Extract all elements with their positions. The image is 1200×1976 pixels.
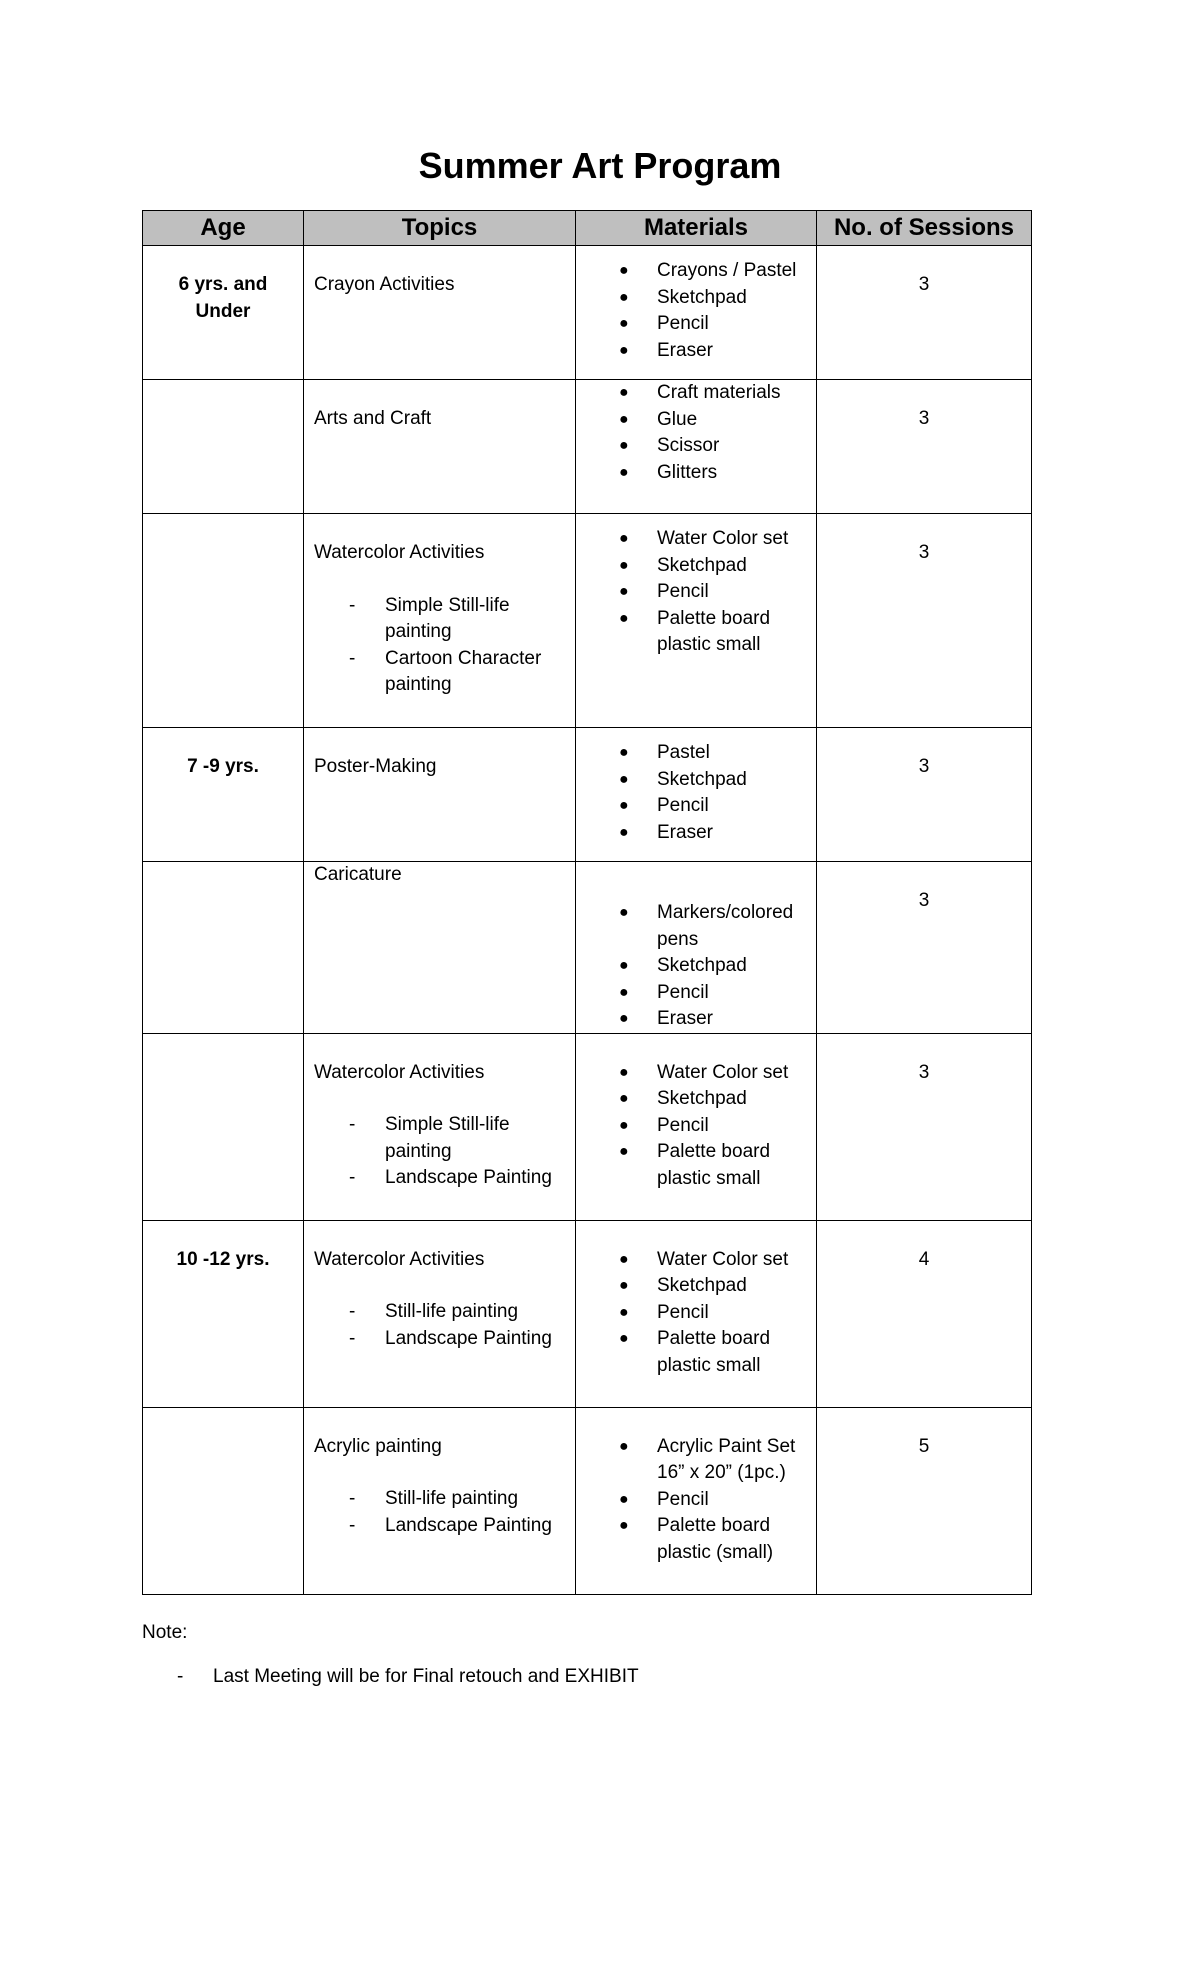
topic-name: Watercolor Activities: [314, 542, 485, 563]
material-item: ● Glitters: [576, 460, 812, 487]
topic-name: Arts and Craft: [314, 408, 432, 429]
bullet-icon: ●: [619, 262, 629, 279]
bullet-icon: ●: [619, 384, 629, 401]
bullet-icon: ●: [619, 437, 629, 454]
material-item: ● Pencil: [576, 980, 812, 1007]
bullet-icon: ●: [619, 315, 629, 332]
sessions-cell: 3: [817, 380, 1032, 514]
subtopic-list: [314, 593, 567, 699]
note-text: Last Meeting will be for Final retouch and EXHIBIT: [213, 1666, 639, 1687]
materials-list: [576, 1434, 812, 1567]
bullet-icon: ●: [619, 904, 629, 921]
materials-cell: [576, 380, 817, 514]
table-row: [143, 1033, 1032, 1220]
bullet-icon: ●: [619, 957, 629, 974]
bullet-icon: ●: [619, 744, 629, 761]
material-item: ● Eraser: [576, 1006, 812, 1033]
subtopic-item: - Cartoon Character painting: [349, 647, 542, 695]
topic-name: Watercolor Activities: [314, 1248, 485, 1270]
bullet-icon: ●: [619, 1277, 629, 1294]
materials-list: [576, 380, 812, 486]
bullet-icon: ●: [619, 583, 629, 600]
topic-cell: [304, 246, 576, 380]
material-item: ● Pencil: [576, 1113, 812, 1140]
subtopic-list: [314, 1299, 567, 1352]
material-item: ● Palette board plastic small: [619, 607, 771, 655]
topic-name: Acrylic painting: [314, 1435, 442, 1457]
material-item: ● Sketchpad: [576, 1273, 812, 1300]
age-cell: [143, 380, 304, 514]
material-item: ● Palette board plastic small: [619, 1328, 771, 1376]
bullet-icon: ●: [619, 463, 629, 481]
bullet-icon: ●: [619, 1010, 629, 1027]
material-item: ● Crayons / Pastel: [576, 258, 812, 285]
table-row: [143, 728, 1032, 862]
materials-list: [576, 740, 812, 846]
subtopic-item: - Landscape Painting: [349, 1327, 552, 1349]
material-item: ● Pencil: [576, 311, 812, 338]
material-item: ● Pencil: [576, 1300, 812, 1327]
material-item: ● Pencil: [576, 579, 812, 606]
bullet-icon: ●: [619, 1437, 629, 1455]
table-row: [143, 862, 1032, 1034]
bullet-icon: ●: [619, 556, 629, 574]
materials-cell: [576, 728, 817, 862]
materials-list: [576, 900, 812, 1033]
age-cell: [143, 514, 304, 728]
age-cell: [143, 1407, 304, 1594]
age-cell: [143, 862, 304, 1034]
topic-cell: [304, 380, 576, 514]
header-sessions: No. of Sessions: [817, 211, 1032, 246]
header-materials: Materials: [576, 211, 817, 246]
materials-cell: [576, 514, 817, 728]
bullet-icon: ●: [619, 410, 629, 428]
material-item: ● Pencil: [576, 793, 812, 820]
materials-cell: [576, 1033, 817, 1220]
page-title: Summer Art Program: [418, 145, 782, 186]
program-table: [142, 210, 1032, 1595]
age-cell: 7 -9 yrs.: [143, 728, 304, 862]
table-header-row: [143, 211, 1032, 246]
topic-cell: [304, 1407, 576, 1594]
subtopic-item: - Still-life painting: [349, 1301, 519, 1322]
bullet-icon: ●: [619, 1116, 629, 1134]
materials-list: [576, 526, 812, 659]
topic-name: Crayon Activities: [314, 274, 455, 295]
materials-cell: [576, 1407, 817, 1594]
topic-cell: [304, 1033, 576, 1220]
bullet-icon: ●: [619, 797, 629, 814]
material-item: ● Sketchpad: [576, 1086, 812, 1113]
bullet-icon: ●: [619, 288, 629, 306]
subtopic-list: [314, 1112, 567, 1192]
topic-cell: [304, 1220, 576, 1407]
material-item: ● Markers/colored pens: [619, 902, 794, 950]
sessions-cell: 3: [817, 514, 1032, 728]
materials-cell: [576, 1220, 817, 1407]
material-item: ● Eraser: [576, 338, 812, 365]
material-item: ● Sketchpad: [576, 285, 812, 312]
material-item: ● Glue: [576, 407, 812, 434]
sessions-cell: 3: [817, 1033, 1032, 1220]
header-age: Age: [143, 211, 304, 246]
header-topics: Topics: [304, 211, 576, 246]
material-item: ● Pencil: [576, 1487, 812, 1514]
bullet-icon: ●: [619, 1330, 629, 1347]
bullet-icon: ●: [619, 1303, 629, 1321]
material-item: ● Palette board plastic small: [619, 1141, 771, 1189]
materials-list: [576, 1060, 812, 1193]
topic-cell: [304, 728, 576, 862]
materials-cell: [576, 862, 817, 1034]
subtopic-item: - Still-life painting: [349, 1488, 519, 1509]
age-cell: 10 -12 yrs.: [143, 1220, 304, 1407]
topic-cell: [304, 514, 576, 728]
bullet-icon: ●: [619, 823, 629, 841]
bullet-icon: ●: [619, 1517, 629, 1534]
subtopic-item: - Landscape Painting: [349, 1167, 552, 1188]
bullet-icon: ●: [619, 609, 629, 627]
bullet-icon: ●: [619, 1143, 629, 1160]
bullet-icon: ●: [619, 1250, 629, 1268]
material-item: ● Water Color set: [576, 1060, 812, 1087]
table-row: [143, 1220, 1032, 1407]
topic-name: Poster-Making: [314, 756, 437, 777]
material-item: ● Sketchpad: [576, 953, 812, 980]
topic-name: Caricature: [314, 864, 402, 885]
bullet-icon: ●: [619, 530, 629, 547]
material-item: ● Scissor: [576, 433, 812, 460]
table-row: [143, 1407, 1032, 1594]
table-row: [143, 514, 1032, 728]
material-item: ● Sketchpad: [576, 553, 812, 580]
materials-list: [576, 258, 812, 364]
material-item: ● Eraser: [576, 820, 812, 847]
material-item: ● Water Color set: [576, 1247, 812, 1274]
material-item: ● Sketchpad: [576, 767, 812, 794]
bullet-icon: ●: [619, 983, 629, 1001]
topic-cell: [304, 862, 576, 1034]
material-item: ● Pastel: [576, 740, 812, 767]
table-row: [143, 246, 1032, 380]
bullet-icon: ●: [619, 1490, 629, 1508]
subtopic-item: - Simple Still-life painting: [349, 594, 510, 642]
sessions-cell: 4: [817, 1220, 1032, 1407]
material-item: ● Palette board plastic (small): [619, 1515, 774, 1563]
note-label: Note:: [142, 1622, 188, 1643]
subtopic-list: [314, 1486, 567, 1539]
material-item: ● Water Color set: [576, 526, 812, 553]
subtopic-item: - Landscape Painting: [349, 1514, 552, 1536]
subtopic-item: - Simple Still-life painting: [349, 1114, 510, 1162]
bullet-icon: ●: [619, 770, 629, 788]
bullet-icon: ●: [619, 1063, 629, 1081]
material-item: ● Acrylic Paint Set 16” x 20” (1pc.): [619, 1435, 796, 1483]
sessions-cell: 5: [817, 1407, 1032, 1594]
topic-name: Watercolor Activities: [314, 1061, 485, 1083]
material-item: ● Craft materials: [576, 380, 812, 407]
sessions-cell: 3: [817, 246, 1032, 380]
bullet-icon: ●: [619, 341, 629, 359]
table-row: [143, 380, 1032, 514]
age-cell: [143, 1033, 304, 1220]
materials-list: [576, 1247, 812, 1380]
sessions-cell: 3: [817, 862, 1032, 1034]
bullet-icon: ●: [619, 1090, 629, 1107]
age-cell: 6 yrs. and Under: [143, 246, 304, 380]
materials-cell: [576, 246, 817, 380]
sessions-cell: 3: [817, 728, 1032, 862]
